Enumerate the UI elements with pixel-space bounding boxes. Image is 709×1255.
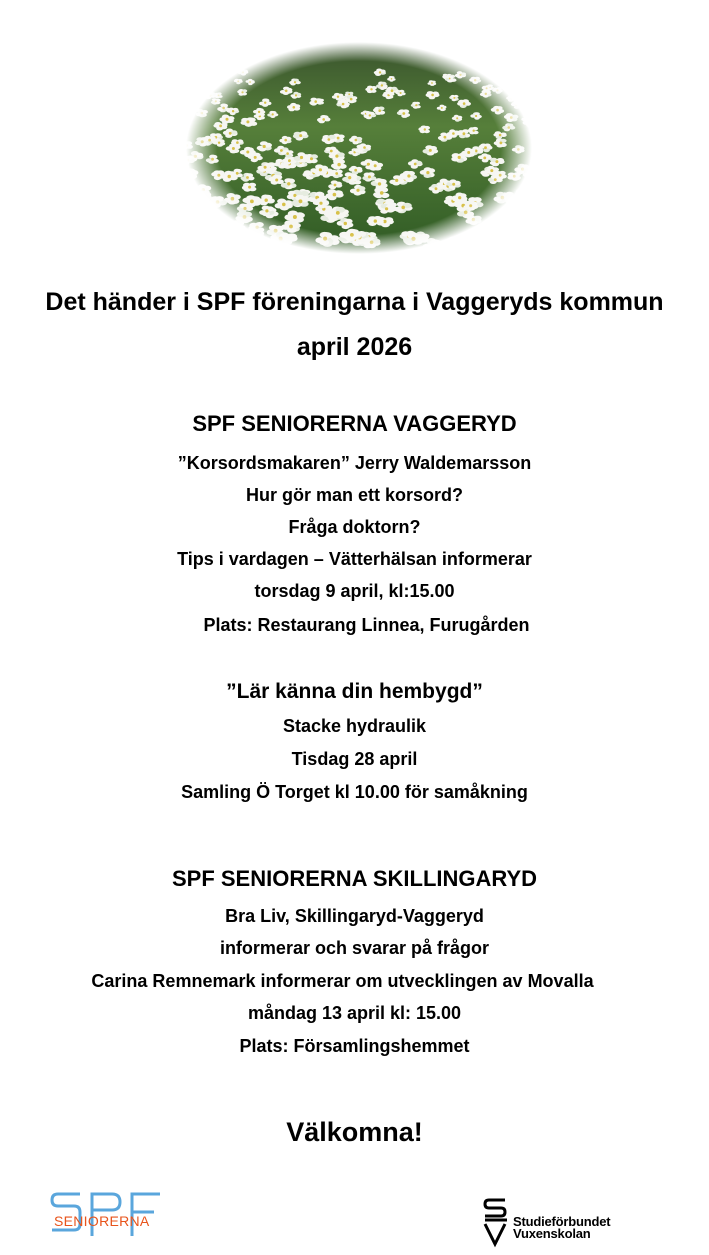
- vaggeryd-line: Tips i vardagen – Vätterhälsan informerar: [177, 549, 532, 569]
- vaggeryd-line: Plats: Restaurang Linnea, Furugården: [203, 615, 530, 635]
- skillingaryd-line: Bra Liv, Skillingaryd-Vaggeryd: [225, 906, 484, 926]
- skillingaryd-line: informerar och svarar på frågor: [219, 938, 490, 958]
- hembygd-line: Samling Ö Torget kl 10.00 för samåkning: [181, 782, 528, 802]
- skillingaryd-line: måndag 13 april kl: 15.00: [247, 1003, 462, 1023]
- vaggeryd-line: torsdag 9 april, kl:15.00: [254, 581, 455, 601]
- anemone-flower: [242, 183, 257, 192]
- hembygd-heading: ”Lär känna din hembygd”: [226, 680, 483, 703]
- page-title-line2: april 2026: [296, 333, 413, 361]
- anemone-flower: [186, 74, 195, 80]
- page-title-line1: Det händer i SPF föreningarna i Vaggeryds kommun: [45, 288, 664, 316]
- skillingaryd-heading: SPF SENIORERNA SKILLINGARYD: [171, 866, 538, 891]
- spf-seniorerna-logo: [48, 1190, 168, 1242]
- vaggeryd-line: Fråga doktorn?: [288, 517, 421, 537]
- skillingaryd-line: Plats: Församlingshemmet: [239, 1036, 470, 1056]
- sv-emblem-icon: [483, 1196, 511, 1248]
- hembygd-line: Stacke hydraulik: [282, 716, 427, 736]
- vaggeryd-line: Hur gör man ett korsord?: [245, 485, 464, 505]
- anemone-flower: [211, 98, 221, 104]
- welcome-text: Välkomna!: [286, 1117, 423, 1147]
- hembygd-line: Tisdag 28 april: [291, 749, 418, 769]
- spf-seniorerna-text: SENIORERNA: [54, 1213, 150, 1229]
- flower-field-photo: [186, 42, 532, 254]
- sv-text-line2: Vuxenskolan: [513, 1226, 591, 1241]
- sv-text-line1: Studieförbundet: [513, 1214, 611, 1229]
- studieforbundet-vuxenskolan-logo: [483, 1196, 643, 1248]
- vaggeryd-heading: SPF SENIORERNA VAGGERYD: [192, 411, 517, 436]
- vaggeryd-line: ”Korsordsmakaren” Jerry Waldemarsson: [177, 453, 532, 473]
- skillingaryd-line: Carina Remnemark informerar om utvecklingen av Movalla: [91, 971, 594, 991]
